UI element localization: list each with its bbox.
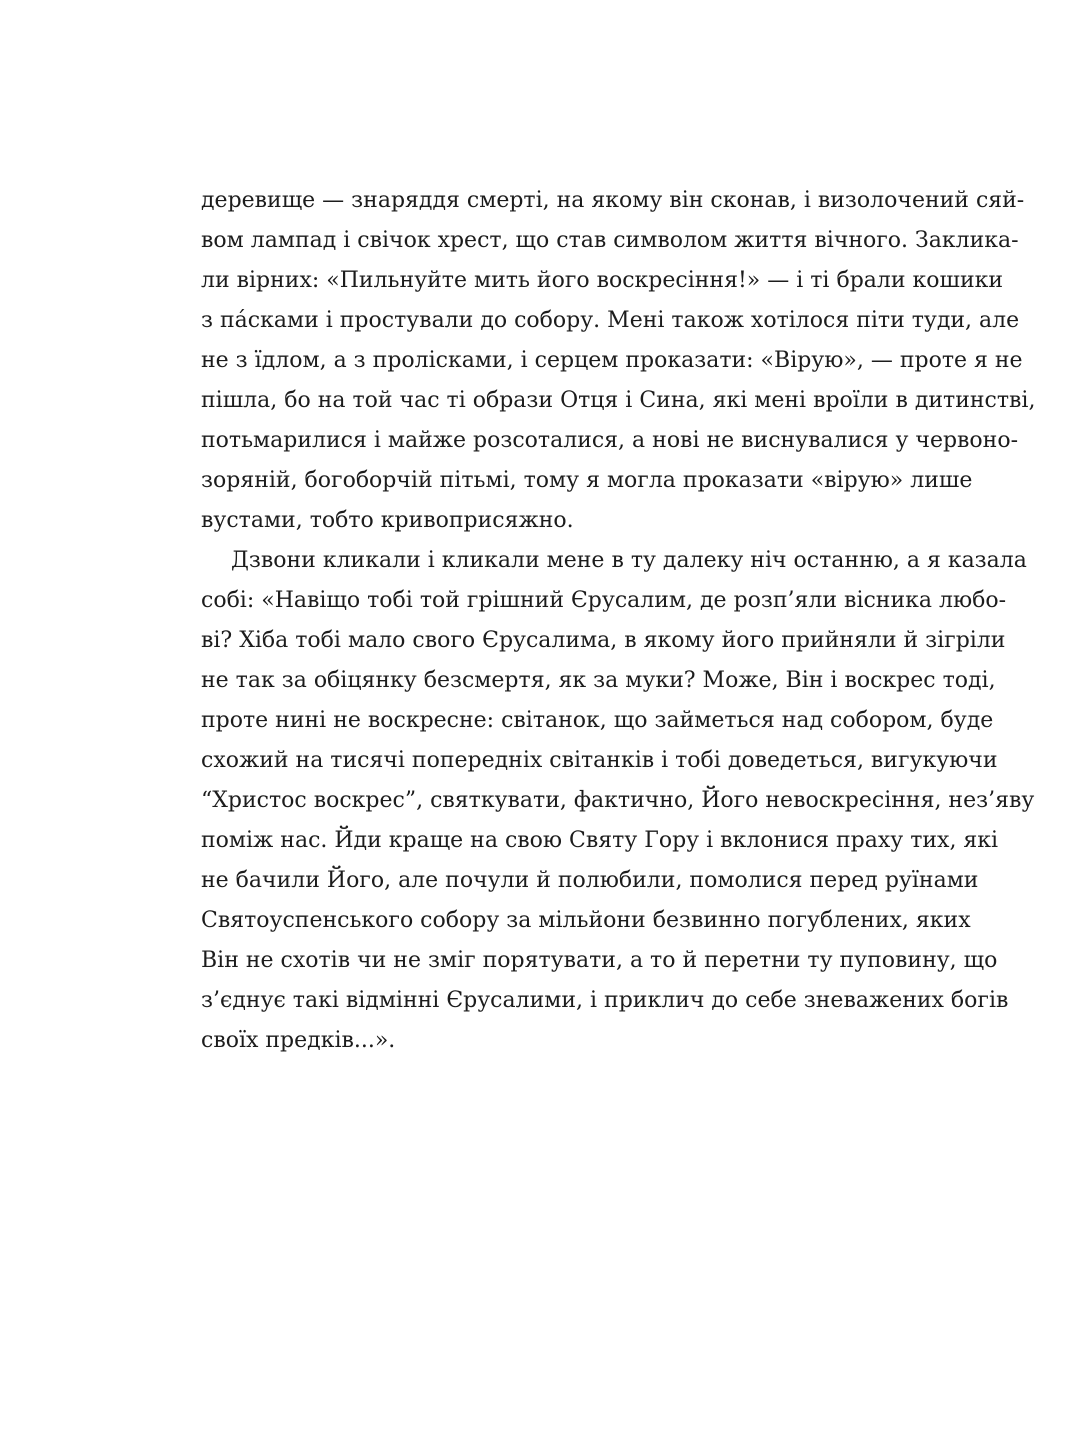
body-line: з пáсками і простували до собору. Мені також хотілося піти туди, але [201, 308, 1020, 333]
body-line: ли вірних: «Пильнуйте мить його воскресіння!» — і ті брали кошики [201, 268, 1004, 293]
body-line: ві? Хіба тобі мало свого Єрусалима, в якому його прийняли й зігріли [201, 628, 1006, 653]
body-line: Він не схотів чи не зміг порятувати, а то й перетни ту пуповину, що [201, 948, 998, 973]
body-line: з’єднує такі відмінні Єрусалими, і приклич до себе зневажених богів [201, 988, 1009, 1013]
body-line: проте нині не воскресне: світанок, що займеться над собором, буде [201, 708, 994, 733]
body-line: не так за обіцянку безсмертя, як за муки? Може, Він і воскрес тоді, [201, 668, 996, 693]
body-line: схожий на тисячі попередніх світанків і тобі доведеться, вигукуючи [201, 748, 998, 773]
body-line: не з їдлом, а з пролісками, і серцем проказати: «Вірую», — проте я не [201, 348, 1023, 373]
body-line: своїх предків...». [201, 1028, 396, 1053]
body-line: не бачили Його, але почули й полюбили, помолися перед руїнами [201, 868, 979, 893]
body-line: “Христос воскрес”, святкувати, фактично, Його невоскресіння, нез’яву [201, 788, 1035, 813]
body-line: поміж нас. Йди краще на свою Святу Гору і вклонися праху тих, які [201, 828, 999, 853]
paragraph-start-line: Дзвони кликали і кликали мене в ту далеку ніч останню, а я казала [231, 548, 1027, 573]
body-line: пішла, бо на той час ті образи Отця і Сина, які мені вроїли в дитинстві, [201, 388, 1036, 413]
body-line: собі: «Навіщо тобі той грішний Єрусалим, де розп’яли вісника любо- [201, 588, 1007, 613]
body-line: вом лампад і свічок хрест, що став символом життя вічного. Заклика- [201, 228, 1019, 253]
body-line: вустами, тобто кривоприсяжно. [201, 508, 574, 533]
body-line: зоряній, богоборчій пітьмі, тому я могла проказати «вірую» лише [201, 468, 973, 493]
body-line: потьмарилися і майже розсоталися, а нові не виснувалися у червоно- [201, 428, 1019, 453]
body-line: деревище — знаряддя смерті, на якому він сконав, і визолочений сяй- [201, 188, 1025, 213]
body-line: Святоуспенського собору за мільйони безвинно погублених, яких [201, 908, 971, 933]
